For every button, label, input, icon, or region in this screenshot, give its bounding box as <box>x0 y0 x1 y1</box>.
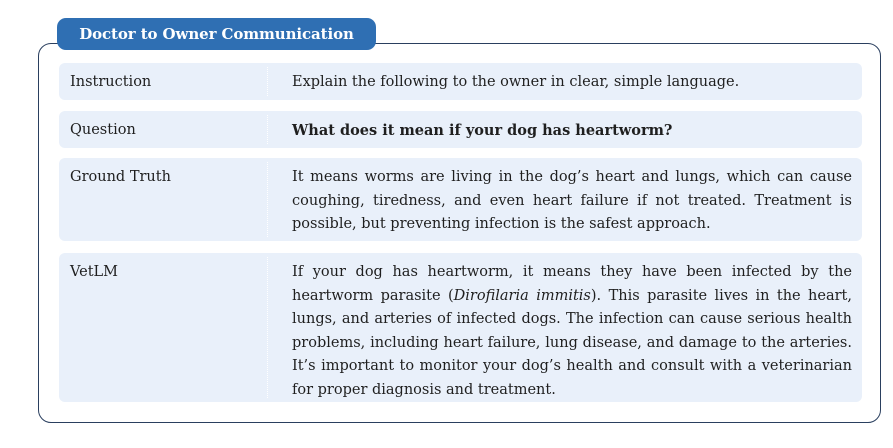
row-value-text-after: ). This parasite lives in the heart, lungs, and arteries of infected dogs. The infection can cause serious health problems, including heart failure, lung disease, and damage to the arteries. It’s important to monitor your dog’s health and consult with a veterinarian for proper diagnosis and treatment. <box>292 287 852 398</box>
row-ground-truth <box>59 158 862 241</box>
row-divider <box>267 115 268 144</box>
row-value <box>292 261 852 402</box>
row-divider <box>267 257 268 398</box>
row-label: VetLM <box>70 264 119 280</box>
row-vetlm <box>59 253 862 402</box>
row-divider <box>267 67 268 96</box>
row-question <box>59 111 862 148</box>
row-instruction <box>59 63 862 100</box>
species-name: Dirofilaria immitis <box>453 287 591 304</box>
row-label: Question <box>70 122 136 138</box>
card-title-tab: Doctor to Owner Communication <box>57 18 376 50</box>
row-label: Instruction <box>70 74 152 90</box>
row-label: Ground Truth <box>70 169 171 185</box>
row-value: Explain the following to the owner in clear, simple language. <box>292 74 740 90</box>
row-value-text-before: If your dog has heartworm, it means they have been infected by the heartworm parasite ( <box>292 264 852 304</box>
row-value: It means worms are living in the dog’s heart and lungs, which can cause coughing, tiredness, and even heart failure if not treated. Treatment is possible, but preventing infection is the safest approach. <box>292 169 852 232</box>
row-value: What does it mean if your dog has heartworm? <box>292 122 673 139</box>
row-divider <box>267 162 268 237</box>
